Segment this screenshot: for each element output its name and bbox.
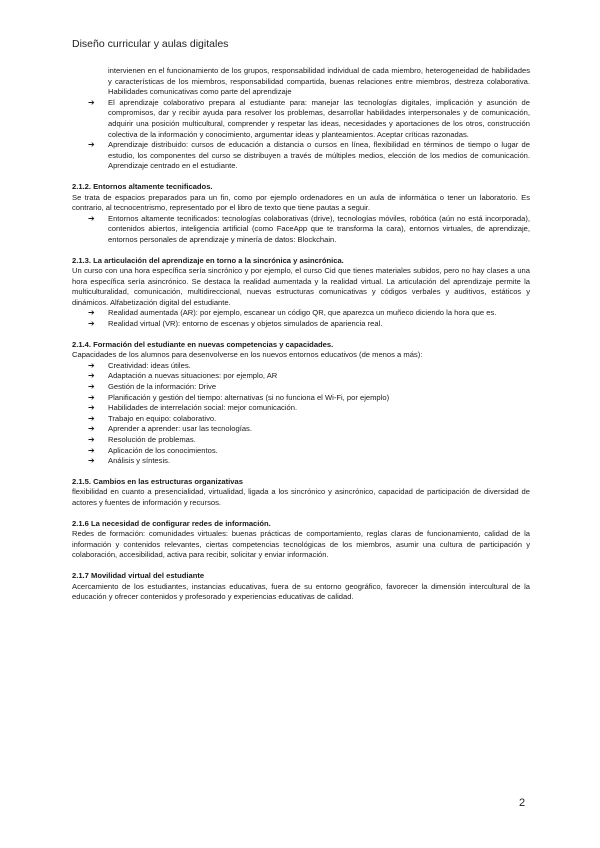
list-item <box>72 140 530 172</box>
list-item-text: Aprendizaje distribuido: cursos de educación a distancia o cursos en línea, flexibilidad en términos de tiempo o lugar de estudio, los componentes del curso se distribuyen a través de múltiples medios, elección de los medios de comunicación. Aprendizaje centrado en el estudiante. <box>108 140 530 171</box>
page-number: 2 <box>519 797 526 809</box>
section-paragraph-2-1-6: Redes de formación: comunidades virtuales: buenas prácticas de comportamiento, reglas claras de funcionamiento, calidad de la información y contenidos relevantes, ciertas competencias tecnológicas de los miembros, asumir una cultura de participación y colaboración, accesibilidad, activa para recibir, solicitar y enviar información. <box>72 529 530 560</box>
arrow-right-icon: ➔ <box>88 319 95 329</box>
list-item-text: Realidad virtual (VR): entorno de escenas y objetos simulados de apariencia real. <box>108 319 383 329</box>
arrow-right-icon: ➔ <box>88 308 95 318</box>
list-item <box>72 308 530 319</box>
section-bullets-2-1-4 <box>72 361 530 467</box>
section-paragraph-2-1-4: Capacidades de los alumnos para desenvolverse en los nuevos entornos educativos (de menos a más): <box>72 350 423 360</box>
section-bullets-2-1-3 <box>72 308 530 329</box>
arrow-right-icon: ➔ <box>88 382 95 392</box>
section-bullets-2-1-2 <box>72 214 530 246</box>
arrow-right-icon: ➔ <box>88 371 95 381</box>
page-header: Diseño curricular y aulas digitales <box>72 38 229 50</box>
list-item <box>72 361 530 372</box>
intro-continuation: intervienen en el funcionamiento de los grupos, responsabilidad individual de cada miembro, heterogeneidad de habilidades y características de los miembros, responsabilidad compartida, buenas relaciones entre miembros, destreza colaborativa. Habilidades comunicativas como parte del aprendizaje <box>108 66 530 97</box>
arrow-right-icon: ➔ <box>88 97 95 107</box>
list-item <box>72 403 530 414</box>
section-paragraph-2-1-2: Se trata de espacios preparados para un fin, como por ejemplo ordenadores en un aula de informática o tener un laboratorio. Es contrario, al tecnocentrismo, representado por el libro de texto que tiene pautas a seguir. <box>72 192 530 213</box>
arrow-right-icon: ➔ <box>88 392 95 402</box>
list-item-text: Creatividad: ideas útiles. <box>108 360 191 370</box>
arrow-right-icon: ➔ <box>88 140 95 150</box>
list-item <box>72 319 530 330</box>
list-item <box>72 371 530 382</box>
list-item-text: Habilidades de interrelación social: mejor comunicación. <box>108 403 298 413</box>
list-item-text: Entornos altamente tecnificados: tecnologías colaborativas (drive), tecnologías móviles, robótica (aún no está incorporada), contenidos abiertos, inteligencia artificial (como FaceApp que te transforma la cara), entornos virtuales, de aprendizaje, entornos personales de aprendizaje y minería de datos: Blockchain. <box>108 213 530 244</box>
arrow-right-icon: ➔ <box>88 456 95 466</box>
list-item <box>72 414 530 425</box>
list-item-text: Trabajo en equipo: colaborativo. <box>108 413 217 423</box>
list-item-text: Resolución de problemas. <box>108 435 196 444</box>
arrow-right-icon: ➔ <box>88 213 95 223</box>
arrow-right-icon: ➔ <box>88 445 95 455</box>
arrow-right-icon: ➔ <box>88 403 95 413</box>
list-item-text: El aprendizaje colaborativo prepara al estudiante para: manejar las tecnologías digitales, implicación y asunción de compromisos, dar y recibir ayuda para resolver los problemas, desarrollar habilidades interpersonales y de comunicación, adquirir una posición multicultural, comprender y respetar las ideas, necesidades y aportaciones de los otros, construcción colectiva de la información y conocimiento, argumentar ideas y planteamientos. Aceptar críticas razonadas. <box>108 97 530 139</box>
document-body <box>72 66 530 603</box>
list-item <box>72 393 530 404</box>
section-heading-2-1-6: 2.1.6 La necesidad de configurar redes de información. <box>72 518 271 528</box>
list-item-text: Gestión de la información: Drive <box>108 382 217 392</box>
list-item-text: Análisis y síntesis. <box>108 456 171 466</box>
section-heading-2-1-4: 2.1.4. Formación del estudiante en nuevas competencias y capacidades. <box>72 339 334 349</box>
section-paragraph-2-1-3: Un curso con una hora específica sería sincrónico y por ejemplo, el curso Cid que tienes materiales subidos, pero no hay clases a una hora específica sería asincrónico. Se destaca la realidad aumentada y la realidad virtual. La articulación del aprendizaje permite la multiculturalidad, comunicación, multidireccional, nuevas estructuras comunicativas y códigos verbales y auditivos, estáticos y dinámicos. Alfabetización digital del estudiante. <box>72 266 530 307</box>
section-paragraph-2-1-5: flexibilidad en cuanto a presencialidad, virtualidad, ligada a los sincrónico y asincrónico, capacidad de participación de diversidad de actores y fuentes de información y recursos. <box>72 487 530 507</box>
list-item-text: Adaptación a nuevas situaciones: por ejemplo, AR <box>108 371 278 381</box>
arrow-right-icon: ➔ <box>88 435 95 444</box>
list-item-text: Aplicación de los conocimientos. <box>108 445 218 455</box>
list-item <box>72 214 530 246</box>
section-heading-2-1-3: 2.1.3. La articulación del aprendizaje en torno a la sincrónica y asincrónica. <box>72 255 344 265</box>
list-item <box>72 435 530 446</box>
section-heading-2-1-5: 2.1.5. Cambios en las estructuras organizativas <box>72 476 243 486</box>
intro-bullets <box>72 98 530 172</box>
section-heading-2-1-7: 2.1.7 Movilidad virtual del estudiante <box>72 570 205 580</box>
arrow-right-icon: ➔ <box>88 413 95 423</box>
list-item <box>72 382 530 393</box>
list-item <box>72 456 530 467</box>
list-item <box>72 446 530 457</box>
list-item-text: Planificación y gestión del tiempo: alternativas (si no funciona el Wi-Fi, por ejemplo) <box>108 392 390 402</box>
list-item-text: Realidad aumentada (AR): por ejemplo, escanear un código QR, que aparezca un muñeco diciendo la hora que es. <box>108 308 497 318</box>
list-item-text: Aprender a aprender: usar las tecnologías. <box>108 424 252 434</box>
list-item <box>72 424 530 435</box>
arrow-right-icon: ➔ <box>88 424 95 434</box>
arrow-right-icon: ➔ <box>88 360 95 370</box>
section-paragraph-2-1-7: Acercamiento de los estudiantes, instancias educativas, fuera de su entorno geográfico, favorecer la dimensión intercultural de la educación y ofrecer contenidos y profesorado y experiencias educativas de calidad. <box>72 581 530 602</box>
list-item <box>72 98 530 140</box>
section-heading-2-1-2: 2.1.2. Entornos altamente tecnificados. <box>72 181 213 191</box>
